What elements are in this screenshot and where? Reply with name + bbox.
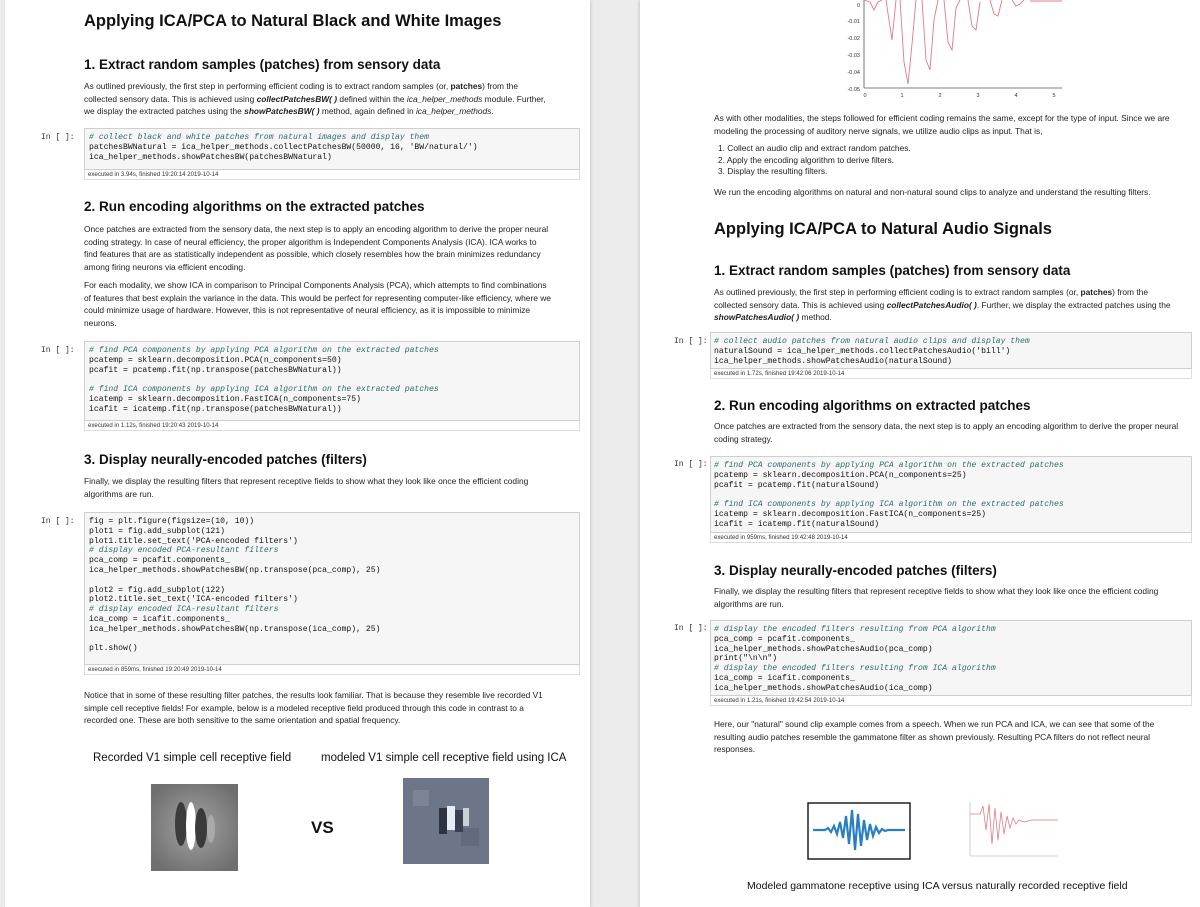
gammatone-plot	[840, 0, 1070, 105]
cell-prompt: In [ ]:	[674, 624, 708, 633]
execution-info: executed in 1.12s, finished 19:20:43 2019-10-14	[84, 421, 580, 431]
list-item: 1. Collect an audio clip and extract random patches.	[718, 143, 911, 153]
page-title: Applying ICA/PCA to Natural Black and White Images	[84, 12, 502, 30]
y-tick-label: -0.01	[847, 19, 860, 25]
x-tick-label: 2	[938, 93, 942, 99]
execution-info: executed in 1.21s, finished 19:42:54 2019-10-14	[710, 696, 1192, 706]
display-paragraph: Finally, we display the resulting filters that represent receptive fields to show what they look like once the efficient coding algorithms are run.	[84, 476, 529, 499]
execution-info: executed in 859ms, finished 19:20:49 2019-10-14	[84, 665, 580, 675]
modeled-rf-caption: modeled V1 simple cell receptive field using ICA	[321, 752, 567, 764]
recorded-rf-caption: Recorded V1 simple cell receptive field	[93, 752, 292, 764]
ica-gammatone-image	[807, 802, 911, 860]
y-tick-label: -0.05	[847, 87, 860, 93]
list-item: 3. Display the resulting filters.	[718, 166, 828, 176]
recorded-receptive-field-image	[151, 784, 238, 871]
run-text: We run the encoding algorithms on natural and non-natural sound clips to analyze and understand the resulting filters.	[714, 187, 1151, 197]
cell-prompt: In [ ]:	[674, 460, 708, 469]
y-tick-label: -0.02	[847, 36, 860, 42]
section-heading-display: 3. Display neurally-encoded patches (filters)	[84, 452, 367, 467]
code-cell[interactable]	[710, 620, 1192, 696]
x-tick-label: 1	[900, 93, 904, 99]
gammatone-curve	[864, 0, 1062, 84]
gammatone-plot-svg	[840, 0, 1070, 105]
extract-audio-paragraph: As outlined previously, the first step in performing efficient coding is to extract random samples (or, patches) from the collected sensory data. This is achieved using collectPatchesAudio( ). Further, we display the extracted patches using the showPatchesAudio( ) method.	[714, 287, 1171, 322]
cell-prompt: In [ ]:	[41, 133, 75, 142]
extract-paragraph: As outlined previously, the first step in performing efficient coding is to extract random samples (or, patches) from the collected sensory data. This is achieved using collectPatchesBW( ) defined within the ica_helper_methods module. Further, we display the extracted patches using the showPatchesBW( ) method, again defined in ica_helper_methods.	[84, 81, 546, 116]
code-block: fig = plt.figure(figsize=(10, 10)) plot1 = fig.add_subplot(121) plot1.title.set_text('PCA-encoded filters') # display encoded PCA-resultant filters pca_comp = pcafit.components_ ica_helper_methods.showPatchesBW(np.transpose(pca_comp), 25) plot2 = fig.add_subplot(122) plot2.title.set_text('ICA-encoded filters') # display encoded ICA-resultant filters ica_comp = icafit.components_ ica_helper_methods.showPatchesBW(np.transpose(ica_comp), 25) plt.show()	[89, 517, 381, 654]
x-tick-label: 0	[863, 93, 867, 99]
y-tick-label: -0.04	[847, 70, 860, 76]
x-tick-label: 3	[976, 93, 980, 99]
display-audio-paragraph: Finally, we display the resulting filters that represent receptive fields to show what they look like once the efficient coding algorithms are run.	[714, 586, 1159, 609]
code-cell[interactable]	[710, 456, 1192, 533]
code-cell[interactable]	[84, 512, 580, 665]
encoding-audio-paragraph: Once patches are extracted from the sensory data, the next step is to apply an encoding algorithm to derive the proper neural coding strategy.	[714, 421, 1179, 444]
x-tick-label: 5	[1052, 93, 1056, 99]
section-heading-encoding: 2. Run encoding algorithms on the extracted patches	[84, 199, 425, 214]
cell-prompt: In [ ]:	[41, 517, 75, 526]
y-tick-label: -0.03	[847, 53, 860, 59]
section-heading-extract: 1. Extract random samples (patches) from sensory data	[84, 57, 441, 72]
cell-prompt: In [ ]:	[41, 346, 75, 355]
code-block: # find PCA components by applying PCA algorithm on the extracted patches pcatemp = sklearn.decomposition.PCA(n_components=25) pcafit = pcatemp.fit(naturalSound) # find ICA components by applying ICA algorithm on the extracted patches icatemp = sklearn.decomposition.FastICA(n_components=25) icafit = icatemp.fit(naturalSound)	[714, 461, 1064, 529]
section-heading-display-audio: 3. Display neurally-encoded patches (filters)	[714, 563, 997, 578]
execution-info: executed in 959ms, finished 19:42:48 2019-10-14	[710, 533, 1192, 543]
audio-section-title: Applying ICA/PCA to Natural Audio Signals	[714, 220, 1052, 238]
encoding-paragraph-1: Once patches are extracted from the sensory data, the next step is to apply an encoding algorithm to derive the proper neural coding strategy. In case of neural efficiency, the proper algorithm is Independent Components Analysis (ICA). ICA works to find features that are as statistically independent as possible, which closely resembles how the brain minimizes redundancy among firing neurons via efficient encoding.	[84, 224, 549, 272]
vs-label: VS	[311, 818, 334, 837]
audio-intro-paragraph: As with other modalities, the steps followed for efficient coding remains the same, except for the type of input. Since we are modeling the processing of auditory nerve signals, we utilize audio clips as input. That is,	[714, 113, 1170, 136]
code-block: # collect audio patches from natural audio clips and display them naturalSound = ica_helper_methods.collectPatchesAudio('bill') ica_helper_methods.showPatchesAudio(naturalSound)	[714, 337, 1030, 366]
x-tick-label: 4	[1014, 93, 1018, 99]
encoding-paragraph-2: For each modality, we show ICA in comparison to Principal Components Analysis (PCA), which attempts to find combinations of features that best explain the variance in the data. This would be perfect for representing computer-like efficiency, where we could minimize usage of hardware. However, this is not representative of neural efficiency, as it is impossible to minimize neurons.	[84, 280, 551, 328]
natural-sound-paragraph: Here, our "natural" sound clip example comes from a speech. When we run PCA and ICA, we can see that some of the resulting audio patches resemble the gammatone filter as shown previously. Resulting PCA filters do not reflect neural responses.	[714, 719, 1155, 754]
section-heading-encoding-audio: 2. Run encoding algorithms on extracted patches	[714, 398, 1031, 413]
section-heading-extract-audio: 1. Extract random samples (patches) from sensory data	[714, 263, 1071, 278]
notice-paragraph: Notice that in some of these resulting filter patches, the results look familiar. That is because they resemble live recorded V1 simple cell receptive fields! For example, below is a modeled receptive field produced through this code in contrast to a recorded one. These are both sensitive to the same orientation and spatial frequency.	[84, 690, 543, 725]
modeled-receptive-field-image	[403, 778, 489, 864]
steps-list	[718, 143, 911, 178]
code-block: # collect black and white patches from natural images and display them patchesBWNatural = ica_helper_methods.collectPatchesBW(50000, 16, 'BW/natural/') ica_helper_methods.showPatchesBW(patchesBWNatural)	[89, 133, 478, 162]
execution-info: executed in 3.94s, finished 19:20:14 2019-10-14	[84, 170, 580, 180]
code-block: # find PCA components by applying PCA algorithm on the extracted patches pcatemp = sklearn.decomposition.PCA(n_components=50) pcafit = pcatemp.fit(np.transpose(patchesBWNatural)) # find ICA components by applying ICA algorithm on the extracted patches icatemp = sklearn.decomposition.FastICA(n_components=75) icafit = icatemp.fit(np.transpose(patchesBWNatural))	[89, 346, 439, 414]
execution-info: executed in 1.72s, finished 19:42:06 2019-10-14	[710, 369, 1192, 379]
code-cell[interactable]	[84, 341, 580, 421]
list-item: 2. Apply the encoding algorithm to derive filters.	[718, 154, 894, 165]
gammatone-caption: Modeled gammatone receptive using ICA versus naturally recorded receptive field	[747, 880, 1128, 892]
right-notebook-page	[640, 0, 1200, 907]
left-notebook-page	[5, 0, 590, 907]
code-cell[interactable]	[84, 128, 580, 170]
code-cell[interactable]	[710, 332, 1192, 369]
y-tick-label: 0	[856, 3, 860, 9]
recorded-gammatone-image	[962, 800, 1060, 860]
cell-prompt: In [ ]:	[674, 337, 708, 346]
code-block: # display the encoded filters resulting from PCA algorithm pca_comp = pcafit.components_ ica_helper_methods.showPatchesAudio(pca_comp) print("\n\n") # display the encoded filters resulting from ICA algorithm ica_comp = icafit.components_ ica_helper_methods.showPatchesAudio(ica_comp)	[714, 625, 996, 693]
